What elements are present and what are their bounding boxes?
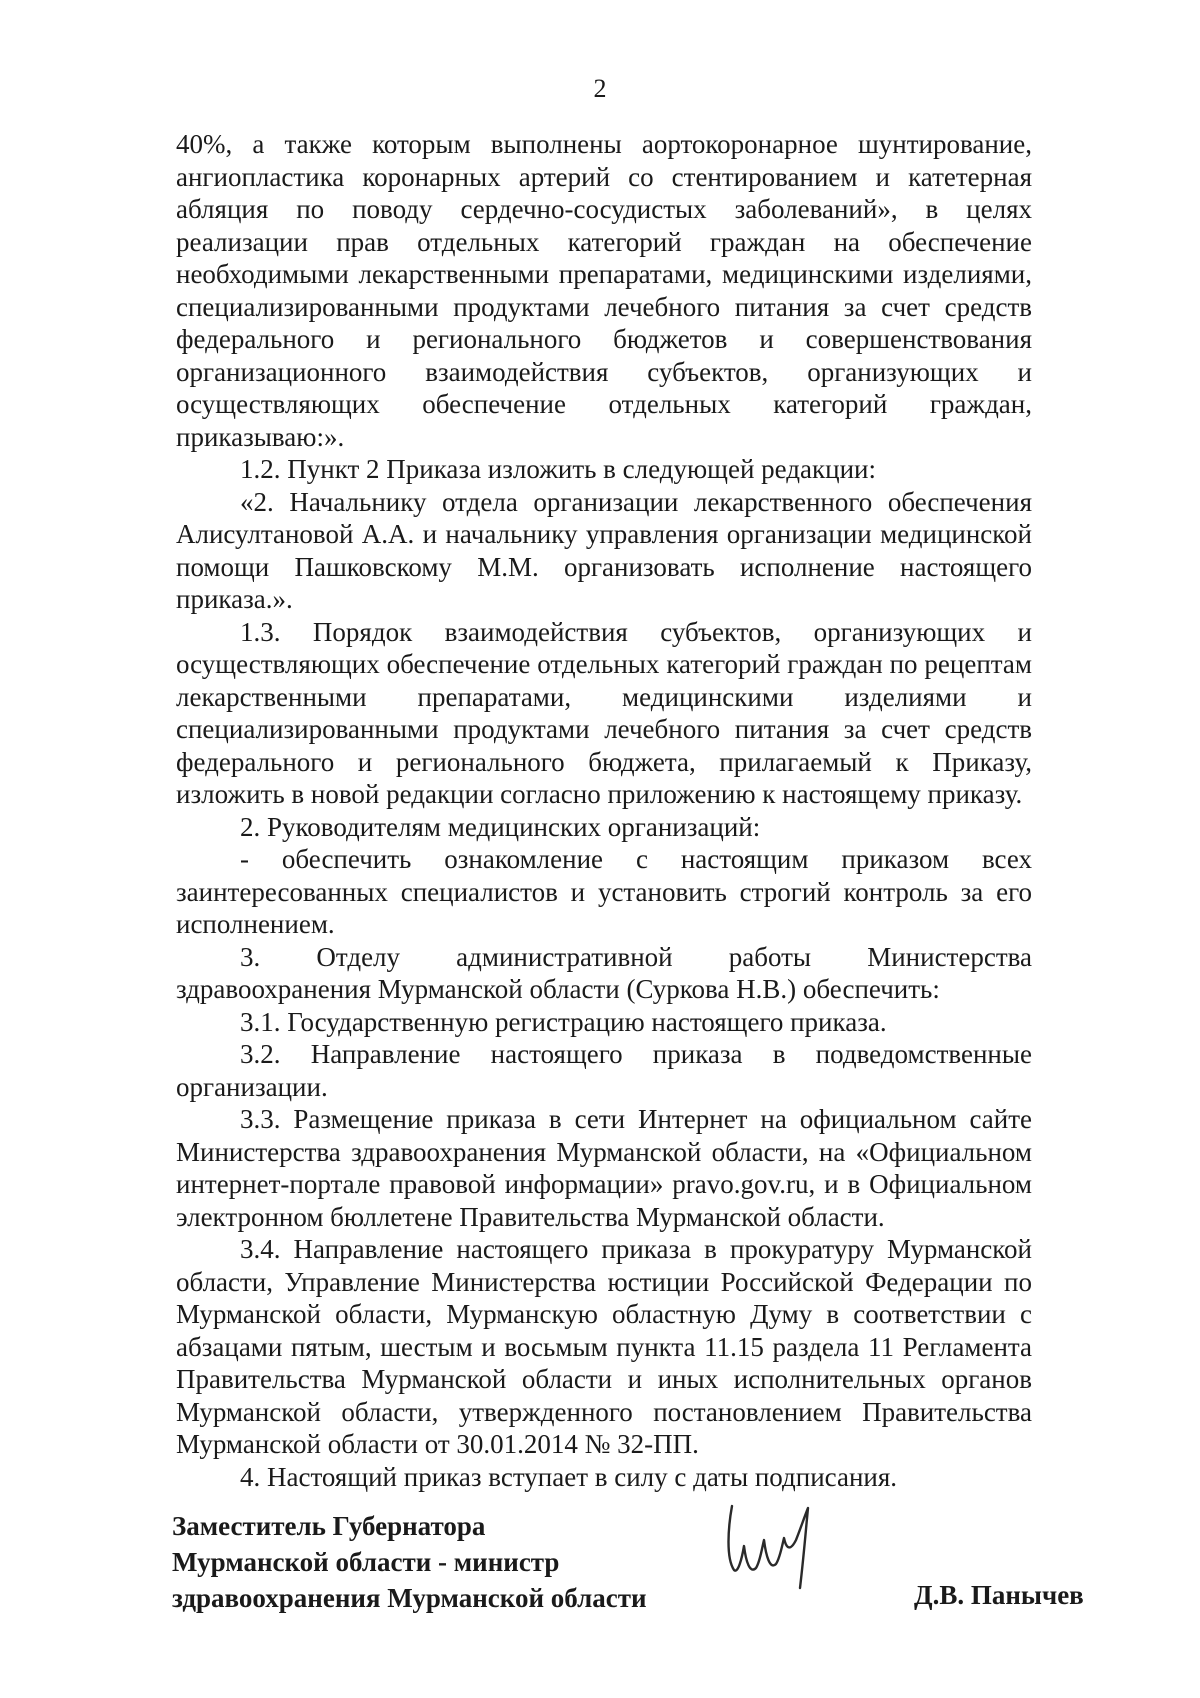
- paragraph-item-3: 3. Отделу административной работы Министерства здравоохранения Мурманской области (Суркова Н.В.) обеспечить:: [176, 941, 1032, 1004]
- signer-position: [172, 1508, 647, 1616]
- paragraph-item-3-4: 3.4. Направление настоящего приказа в прокуратуру Мурманской области, Управление Министерства юстиции Российской Федерации по Мурманской области, Мурманскую областную Думу в соответствии с абзацами пятым, шестым и восьмым пункта 11.15 раздела 11 Регламента Правительства Мурманской области и иных исполнительных органов Мурманской области, утвержденного постановлением Правительства Мурманской области от 30.01.2014 № 32-ПП.: [176, 1234, 1032, 1459]
- page-number: 2: [593, 74, 607, 103]
- signer-position-line: Заместитель Губернатора: [172, 1511, 486, 1541]
- paragraph-continuation: 40%, а также которым выполнены аортокоронарное шунтирование, ангиопластика коронарных артерий со стентированием и катетерная абляция по поводу сердечно-сосудистых заболеваний», в целях реализации прав отдельных категорий граждан на обеспечение необходимыми лекарственными препаратами, медицинскими изделиями, специализированными продуктами лечебного питания за счет средств федерального и регионального бюджетов и совершенствования организационного взаимодействия субъектов, организующих и осуществляющих обеспечение отдельных категорий граждан, приказываю:».: [176, 129, 1032, 452]
- handwritten-signature: [720, 1488, 830, 1598]
- signer-position-line: Мурманской области - министр: [172, 1547, 560, 1577]
- document-body: [176, 128, 1032, 1493]
- signer-name: Д.В. Панычев: [914, 1580, 1084, 1610]
- paragraph-item-2-bullet: - обеспечить ознакомление с настоящим приказом всех заинтересованных специалистов и установить строгий контроль за его исполнением.: [176, 844, 1032, 939]
- paragraph-item-3-2: 3.2. Направление настоящего приказа в подведомственные организации.: [176, 1039, 1032, 1102]
- paragraph-item-2: 2. Руководителям медицинских организаций:: [240, 811, 761, 842]
- paragraph-item-3-3: 3.3. Размещение приказа в сети Интернет на официальном сайте Министерства здравоохранения Мурманской области, на «Официальном интернет-портале правовой информации» pravo.gov.ru, и в Официальном электронном бюллетене Правительства Мурманской области.: [176, 1104, 1032, 1232]
- paragraph-item-4: 4. Настоящий приказ вступает в силу с даты подписания.: [240, 1461, 898, 1492]
- signer-position-line: здравоохранения Мурманской области: [172, 1583, 647, 1613]
- paragraph-item-3-1: 3.1. Государственную регистрацию настоящего приказа.: [240, 1006, 887, 1037]
- paragraph-quote-item-2: «2. Начальнику отдела организации лекарственного обеспечения Алисултановой А.А. и начальнику управления организации медицинской помощи Пашковскому М.М. организовать исполнение настоящего приказа.».: [176, 486, 1032, 614]
- paragraph-item-1-2: 1.2. Пункт 2 Приказа изложить в следующей редакции:: [240, 454, 876, 484]
- paragraph-item-1-3: 1.3. Порядок взаимодействия субъектов, организующих и осуществляющих обеспечение отдельных категорий граждан по рецептам лекарственными препаратами, медицинскими изделиями и специализированными продуктами лечебного питания за счет средств федерального и регионального бюджета, прилагаемый к Приказу, изложить в новой редакции согласно приложению к настоящему приказу.: [176, 616, 1032, 809]
